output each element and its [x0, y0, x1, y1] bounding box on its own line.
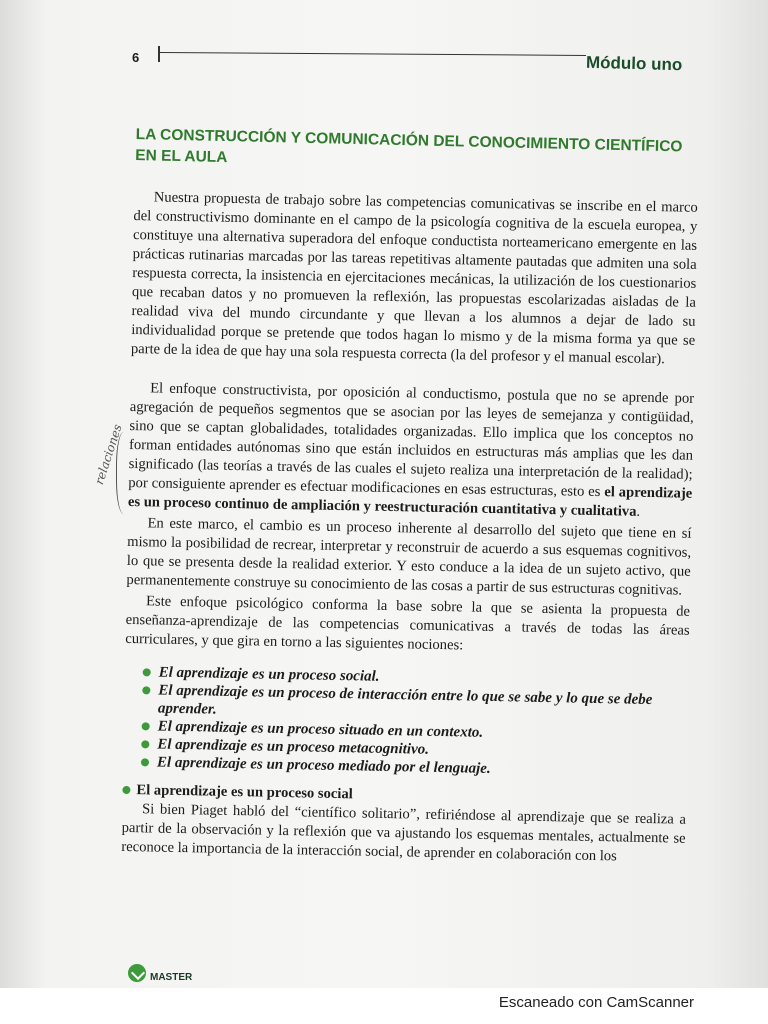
green-bullet-icon [122, 786, 130, 794]
header-tick [158, 46, 160, 62]
section-title: LA CONSTRUCCIÓN Y COMUNICACIÓN DEL CONOCIMIENTO CIENTÍFICO EN EL AULA [135, 125, 683, 167]
paragraph-2-lead: El enfoque constructivista, por oposición al conductismo, postula que no se aprende por agregación de pequeños segmentos que se asocian por las leyes de semejanza y contigüidad, sino que se captan globalidades, totalidades organizadas. Ello implica que los conceptos no forman entidades autónomas sino que están incluidos en estructuras más amplias que les dan significado (las teorías a través de las cuales el sujeto realiza una interpretación de la realidad); por consiguiente aprender es efectuar modificaciones en esas estructuras, esto es [128, 380, 695, 501]
green-bullet-icon [142, 722, 150, 730]
green-bullet-icon [143, 668, 151, 676]
notion-text: El aprendizaje es un proceso metacognitivo. [157, 736, 430, 758]
module-title: Módulo uno [585, 52, 683, 75]
scanner-watermark-bar [0, 988, 768, 1024]
notions-list [123, 663, 689, 782]
notion-text: El aprendizaje es un proceso de interacción entre lo que se sabe y lo que se debe aprender. [157, 682, 653, 718]
paragraph-1: Nuestra propuesta de trabajo sobre las competencias comunicativas se inscribe en el marco del constructivismo dominante en el campo de la psicología cognitiva de la escuela europea, y constituye una alternativa superadora del enfoque conductista norteamericano emergente en las prácticas rutinarias marcadas por las tareas repetitivas altamente pautadas que admiten una sola respuesta correcta, la insistencia en ejercitaciones mecánicas, la utilización de los cuestionarios que recaban datos y no promueven la reflexión, las propuestas escolarizadas aisladas de la realidad viva del mundo circundante y que llevan a los alumnos a dejar de lado su individualidad porque se pretende que todos hagan lo mismo y de la misma forma ya que se parte de la idea de que hay una sola respuesta correcta (la del profesor y el manual escolar). [130, 189, 698, 368]
green-bullet-icon [141, 740, 149, 748]
body-text [121, 188, 698, 868]
paragraph-2-end: . [636, 503, 641, 520]
notion-text: El aprendizaje es un proceso social. [158, 664, 380, 685]
paragraph-2 [128, 379, 694, 523]
paragraph-3: En este marco, el cambio es un proceso inherente al desarrollo del sujeto que tiene en sí mismo la posibilidad de recrear, interpretar y reconstruir de acuerdo a sus esquemas cognitivos, lo que se presenta desde la realidad exterior. Y esto conduce a la idea de un sujeto activo, que permanentemente construye su conocimiento de las cosas a partir de sus estructuras cognitivas. [126, 515, 692, 599]
subsection-title: El aprendizaje es un proceso social [136, 782, 353, 803]
green-bullet-icon [142, 686, 150, 694]
footer-brand: MASTER [150, 972, 193, 983]
subsection-paragraph: Si bien Piaget habló del “científico solitario”, refiriéndose al aprendizaje que se realiza a partir de la observación y la reflexión que va ajustando los esquemas mentales, actualmente se reconoce la importancia de la interacción social, de aprender en colaboración con los [121, 801, 687, 865]
scanner-watermark: Escaneado con CamScanner [498, 994, 694, 1011]
header-rule [160, 52, 586, 56]
paragraph-2-emphasis: el aprendizaje es un proceso continuo de ampliación y reestructuración cuantitativa y cualitativa [127, 484, 693, 520]
paragraph-4: Este enfoque psicológico conforma la base sobre la que se asienta la propuesta de enseñanza-aprendizaje de las competencias comunicativas a través de todas las áreas curriculares, y que gira en torno a las siguientes nociones: [125, 593, 691, 654]
handwritten-margin-note: relaciones [92, 422, 125, 487]
master-logo-icon [128, 964, 146, 982]
notion-text: El aprendizaje es un proceso situado en un contexto. [157, 718, 484, 741]
page-number: 6 [132, 50, 140, 65]
green-bullet-icon [141, 758, 149, 766]
notion-text: El aprendizaje es un proceso mediado por el lenguaje. [156, 754, 491, 777]
